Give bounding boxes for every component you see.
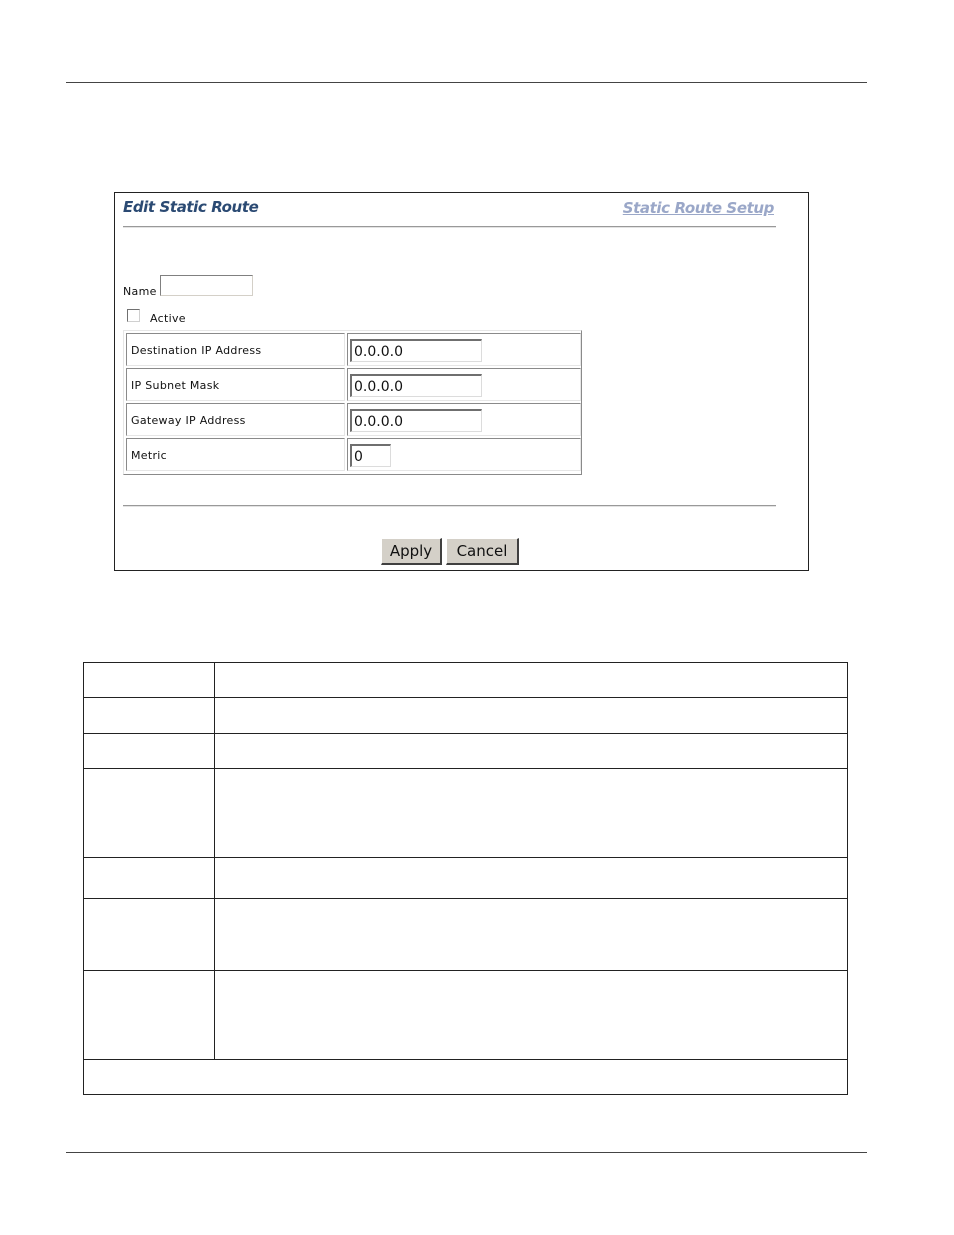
- metric-input[interactable]: [350, 444, 391, 467]
- field-row-gateway: [126, 403, 579, 436]
- gateway-ip-input[interactable]: [350, 409, 482, 432]
- subnet-mask-label: IP Subnet Mask: [131, 379, 220, 392]
- name-label: Name: [123, 285, 157, 298]
- table-row: [84, 663, 848, 698]
- header-rule: [66, 82, 867, 83]
- cancel-button[interactable]: Cancel: [446, 538, 519, 565]
- table-row: [84, 899, 848, 971]
- metric-label: Metric: [131, 449, 167, 462]
- table-row: [84, 971, 848, 1060]
- table-row: [84, 858, 848, 899]
- footer-rule: [66, 1152, 867, 1153]
- destination-ip-label: Destination IP Address: [131, 344, 262, 357]
- gateway-ip-label: Gateway IP Address: [131, 414, 246, 427]
- destination-ip-input[interactable]: [350, 339, 482, 362]
- footer-divider: [123, 505, 776, 507]
- table-row: [84, 734, 848, 769]
- active-label: Active: [150, 312, 186, 325]
- page-title: Edit Static Route: [123, 198, 259, 216]
- route-fields-table: [123, 330, 582, 475]
- table-row: [84, 1060, 848, 1095]
- subnet-mask-input[interactable]: [350, 374, 482, 397]
- field-row-subnet: [126, 368, 579, 401]
- name-input[interactable]: [160, 275, 253, 296]
- active-checkbox[interactable]: [127, 309, 140, 322]
- static-route-setup-link[interactable]: Static Route Setup: [622, 199, 774, 217]
- title-divider: [123, 226, 776, 228]
- apply-button[interactable]: Apply: [381, 538, 442, 565]
- table-row: [84, 769, 848, 858]
- field-description-table: [83, 662, 848, 1095]
- field-row-metric: [126, 438, 579, 471]
- edit-static-route-screen: [114, 192, 809, 571]
- table-row: [84, 698, 848, 734]
- field-row-destination: [126, 333, 579, 366]
